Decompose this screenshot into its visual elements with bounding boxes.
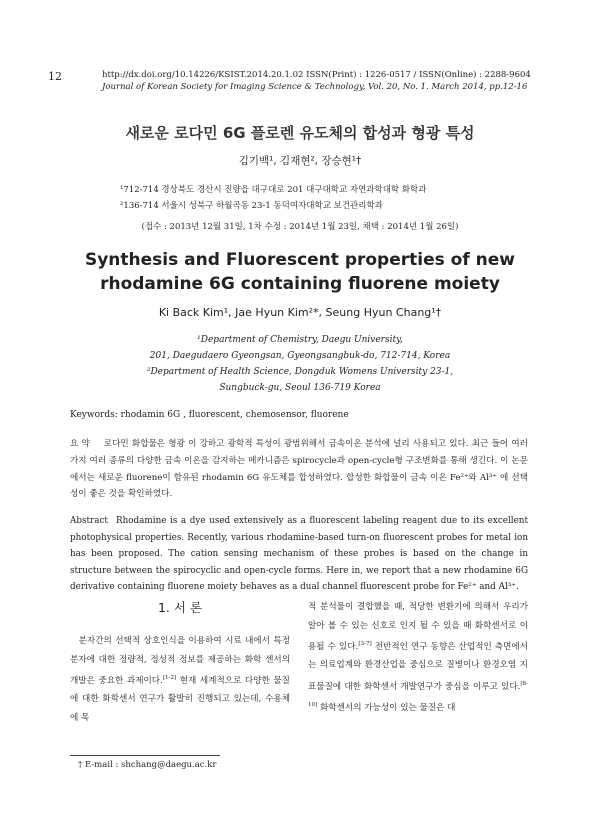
- intro-paragraph-2b: 전반적인 연구 동향은 산업적인 측면에서는 의료업계와 환경산업을 중심으로 질병이나 환경오염 지표물질에 대한 화학센서 개발연구가 중심을 이루고 있다.: [308, 641, 528, 692]
- keywords: Keywords: rhodamin 6G , fluorescent, chemosensor, fluorene: [70, 410, 349, 420]
- citation: [3-7]: [358, 641, 372, 647]
- english-affiliation-2a: ²Department of Health Science, Dongduk Womens University 23-1,: [146, 367, 454, 377]
- english-affiliation-2b: Sungbuck-gu, Seoul 136-719 Korea: [219, 383, 381, 393]
- journal-citation: Journal of Korean Society for Imaging Science & Technology, Vol. 20, No. 1. March 2014, pp.12-16: [102, 82, 528, 92]
- citation: [8-10]: [308, 680, 528, 709]
- intro-paragraph-2c: 화학센서의 가능성이 있는 물질은 대: [320, 703, 456, 714]
- english-affiliation-1a: ¹Department of Chemistry, Daegu University,: [197, 335, 403, 345]
- intro-paragraph-1b: 현재 세계적으로 다양한 물질에 대한 화학센서 연구가 활발히 진행되고 있는데, 수용체에 목: [70, 675, 290, 723]
- korean-affiliation-1: ¹712-714 경상북도 경산시 진량읍 대구대로 201 대구대학교 자연과학대학 화학과: [120, 185, 427, 195]
- doi-issn-line: http://dx.doi.org/10.14226/KSIST.2014.20.1.02 ISSN(Print) : 1226-0517 / ISSN(Online) : 2288-9604: [102, 70, 531, 80]
- english-affiliation-1b: 201, Daegudaero Gyeongsan, Gyeongsangbuk-do, 712-714, Korea: [149, 351, 451, 361]
- footnote-rule: [70, 755, 220, 756]
- english-title-line-2: rhodamine 6G containing fluorene moiety: [100, 274, 500, 294]
- korean-title: 새로운 로다민 6G 플로렌 유도체의 합성과 형광 특성: [125, 124, 475, 142]
- english-authors: Ki Back Kim¹, Jae Hyun Kim²*, Seung Hyun Chang¹†: [158, 306, 442, 319]
- page-number: 12: [48, 70, 62, 83]
- intro-paragraph-1: 분자간의 선택적 상호인식을 이용하여 시료 내에서 특정 분자에 대한 정량적, 정성적 정보를 제공하는 화학 센서의 개발은 중요한 과제이다.: [70, 636, 290, 686]
- korean-abstract-text: 로다민 화합물은 형광 이 강하고 광학적 특성이 광범위해서 금속이온 분석에 널리 사용되고 있다. 최근 들어 여러 가지 여러 종류의 다양한 금속 이온을 감지하는 메카니즘은 spirocycle과 open-cycle형 구조변화를 통해 생긴다. 이 논문에서는 새로운 fluorene이 함유된 rhodamin 6G 유도체를 합성하였다. 합성한 화합물이 금속 이온 Fe²⁺와 Al³⁺ 에 선택성이 좋은 것을 확인하였다.: [70, 439, 528, 500]
- corresponding-email: † E-mail : shchang@daegu.ac.kr: [78, 760, 217, 770]
- english-abstract-text: Rhodamine is a dye used extensively as a fluorescent labeling reagent due to its excellent photophysical properties. Recently, various rhodamine-based turn-on fluorescent probes for metal ion has been proposed. The cation sensing mechanism of these probes is based on the change in structure between the spirocyclic and open-cycle forms. Here in, we report that a new rhodamine 6G derivative containing fluorene moiety behaves as a dual channel fluorescent probe for Fe²⁺ and Al³⁺.: [70, 516, 528, 593]
- english-title: [0, 248, 600, 296]
- korean-abstract: [70, 436, 528, 503]
- korean-abstract-label: 요 약: [70, 439, 90, 449]
- intro-paragraph-2: 적 분석물이 결합했을 때, 적당한 변환기에 의해서 우리가 알아 볼 수 있는 신호로 인지 될 수 있을 때 화학센서로 이용될 수 있다.: [308, 602, 528, 652]
- body-column-left: [70, 632, 290, 727]
- received-dates: (접수 : 2013년 12월 31일, 1차 수정 : 2014년 1월 23일, 채택 : 2014년 1월 26일): [141, 222, 459, 232]
- korean-authors: 김기백¹, 김재현², 장승현¹†: [238, 155, 362, 167]
- english-abstract: [70, 513, 528, 596]
- korean-affiliation-2: ²136-714 서울시 성북구 하월곡동 23-1 동덕여자대학교 보건관리학과: [120, 201, 383, 211]
- citation: [1-2]: [162, 675, 177, 681]
- section-heading-introduction: 1. 서 론: [157, 600, 203, 615]
- body-column-right: [308, 598, 528, 718]
- english-abstract-label: Abstract: [70, 516, 108, 526]
- english-title-line-1: Synthesis and Fluorescent properties of new: [84, 250, 515, 270]
